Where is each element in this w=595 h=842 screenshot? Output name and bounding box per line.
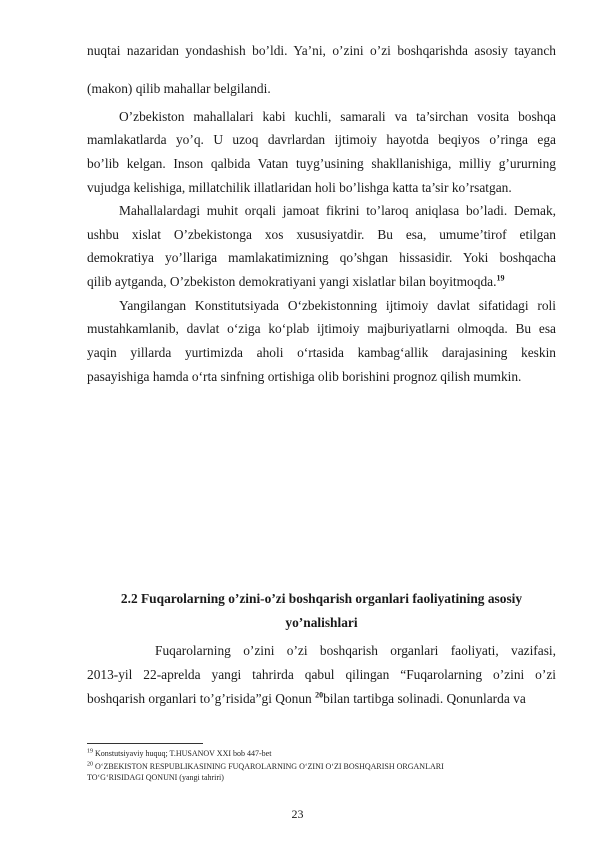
- footnote-20-cont: [87, 772, 557, 783]
- text-line: mustahkamlanib, davlat o‘ziga ko‘plab ijtimoiy majburiyatlarni olmoqda. Bu esa: [87, 321, 556, 336]
- text-line: Mahallalardagi muhit orqali jamoat fikrini to’laroq aniqlasa bo’ladi. Demak,: [119, 203, 556, 218]
- footnote-20: [87, 761, 557, 772]
- footnote-text: TO‘G‘RISIDAGI QONUNI (yangi tahriri): [87, 773, 224, 782]
- text-line: ushbu xislat O’zbekistonga xos xususiyatdir. Bu esa, umume’tirof etilgan: [87, 227, 556, 242]
- footnote-separator: [87, 743, 203, 744]
- text-line: (makon) qilib mahallar belgilandi.: [87, 81, 271, 96]
- footnote-19: [87, 748, 557, 759]
- text-line: O’zbekiston mahallalari kabi kuchli, samarali va ta’sirchan vosita boshqa: [119, 109, 556, 124]
- text-line: vujudga kelishiga, millatchilik illatlaridan holi bo’lishga katta ta’sir ko’rsatgan.: [87, 180, 512, 195]
- text-line: bo’lib kelgan. Inson qalbida Vatan tuyg’usining shakllanishiga, milliy g’ururning: [87, 156, 556, 171]
- text-line: mamlakatlarda yo’q. U uzoq davrlardan ijtimoiy hayotda beqiyos o’ringa ega: [87, 132, 556, 147]
- text-line: yaqin yillarda yurtimizda aholi o‘rtasida kambag‘allik darajasining keskin: [87, 345, 556, 360]
- footnote-number: 19: [87, 748, 93, 755]
- text-line: Yangilangan Konstitutsiyada O‘zbekistonning ijtimoiy davlat sifatidagi roli: [119, 298, 556, 313]
- footnote-ref-20[interactable]: 20: [315, 690, 324, 700]
- footnote-text: O‘ZBEKISTON RESPUBLIKASINING FUQAROLARNING O‘ZINI O‘ZI BOSHQARISH ORGANLARI: [93, 762, 444, 771]
- text-line: [87, 272, 556, 291]
- text-span: qilib aytganda, O’zbekiston demokratiyani yangi xislatlar bilan boyitmoqda.: [87, 274, 497, 289]
- section-heading-cont: yo’nalishlari: [285, 615, 358, 630]
- footnote-text: Konstutsiyaviy huquq; T.HUSANOV XXI bob 447-bet: [93, 749, 272, 758]
- section-heading: 2.2 Fuqarolarning o’zini-o’zi boshqarish organlari faoliyatining asosiy: [120, 591, 523, 606]
- footnote-ref-19[interactable]: 19: [496, 273, 505, 283]
- text-line: nuqtai nazaridan yondashish bo’ldi. Ya’ni, o’zini o’zi boshqarishda asosiy tayanch: [87, 43, 556, 58]
- page-number: 23: [291, 807, 304, 821]
- text-line: [87, 689, 556, 708]
- text-span: boshqarish organlari to’g’risida”gi Qonun: [87, 691, 316, 706]
- text-line: pasayishiga hamda o‘rta sinfning ortishiga olib borishini prognoz qilish mumkin.: [87, 369, 522, 384]
- text-line: 2013-yil 22-aprelda yangi tahrirda qabul qilingan “Fuqarolarning o’zini o’zi: [87, 667, 556, 682]
- text-line: demokratiya yo’llariga mamlakatimizning qo’shgan hissasidir. Yoki boshqacha: [87, 250, 556, 265]
- footnote-number: 20: [87, 761, 93, 768]
- text-line: Fuqarolarning o’zini o’zi boshqarish organlari faoliyati, vazifasi,: [155, 643, 556, 658]
- text-span: bilan tartibga solinadi. Qonunlarda va: [323, 691, 526, 706]
